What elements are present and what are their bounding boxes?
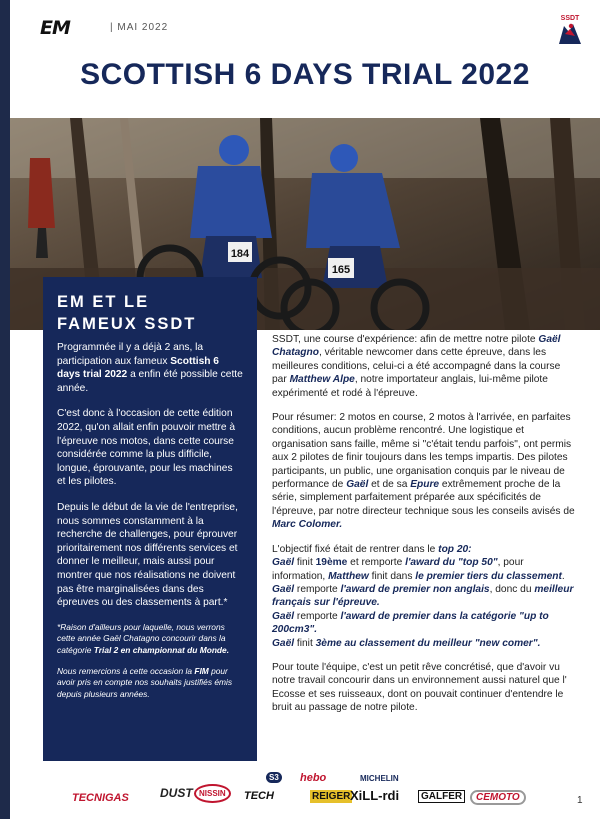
page-number: 1 (577, 795, 583, 806)
em-logo: EM (40, 17, 70, 39)
sidebar-paragraph-3: Depuis le début de la vie de l'entreprise, nous sommes constamment à la recherche de challenges, pour éprouver prioritairement nos différents services et donner le meilleur, mais aussi pour montrer que nos réalisations ne doivent pas être marginalisées dans des épreuves ou des classements à part.* (57, 501, 238, 609)
article-paragraph-4: Pour toute l'équipe, c'est un petit rêve concrétisé, que d'avoir vu notre travail concourir dans un environnement aussi naturel que l' Ecosse et ses ruisseaux, dont on pouvait continuer d'entendre le bruit au passage de notre pilote. (272, 661, 567, 714)
sidebar-heading: EM ET LE FAMEUX SSDT (57, 293, 197, 333)
main-article (272, 333, 577, 726)
header (40, 16, 585, 46)
sponsor-logos (72, 770, 552, 810)
sponsor-logo: S3 (266, 772, 282, 783)
page (10, 0, 600, 819)
article-paragraph-1: SSDT, une course d'expérience: afin de mettre notre pilote Gaël Chatagno, véritable newcomer dans cette épreuve, dans les meilleures conditions, celui-ci a été accompagné dans la course par Matthew Alpe, notre importateur anglais, lui-même pilote expérimenté et rodé à l'épreuve. (272, 334, 561, 399)
ssdt-logo-icon (555, 12, 585, 46)
article-paragraph-2: Pour résumer: 2 motos en course, 2 motos à l'arrivée, en parfaites conditions, aucun problème rencontré. Une logistique et organisation sans faille, même si "c'était tendu parfois", ont permis aux 2 pilotes de finir toujours dans les temps impartis. Des pilotes participants, un public, une organisation conquis par le niveau de performance de Gaël et de sa Epure extrêmement proche de la série, simplement parfaitement préparée aux spécificités de l'épreuve, par notre directeur technique sous les conseils avisés de Marc Colomer. (272, 412, 575, 531)
sidebar-paragraph-2: C'est donc à l'occasion de cette édition 2022, qu'on allait enfin pouvoir mettre à l'épreuve nos motos, dans cette course considérée comme la plus difficile, longue, éprouvante, pour les machines et les pilotes. (57, 408, 236, 488)
sponsor-logo: TECNIGAS (72, 792, 129, 804)
sponsor-logo: MICHELIN (360, 774, 399, 783)
sponsor-logo: GALFER (418, 790, 465, 803)
sponsor-logo: CEMOTO (470, 790, 526, 805)
article-results: L'objectif fixé était de rentrer dans le top 20: Gaël finit 19ème et remporte l'award du "top 50", pour information, Matthew finit dans le premier tiers du classement. Gaël remporte l'award de premier non anglais, donc du meilleur français sur l'épreuve. Gaël remporte l'award de premier dans la catégorie "up to 200cm3". Gaël finit 3ème au classement du meilleur "new comer". (272, 543, 574, 649)
sponsor-logo: XiLL-rdi (350, 788, 400, 803)
svg-text:SSDT: SSDT (560, 15, 580, 22)
sidebar-note-2: Nous remercions à cette occasion la FIM pour avoir pris en compte nos souhaits justifiés émis depuis plusieurs années. (57, 665, 233, 699)
plate-right: 165 (331, 264, 351, 276)
sponsor-logo: REIGER (312, 791, 351, 802)
sponsor-logo: hebo (300, 772, 327, 784)
sponsor-logo: TECH (244, 790, 274, 802)
sponsor-logo: NISSIN (194, 784, 231, 803)
sidebar-note-1: *Raison d'ailleurs pour laquelle, nous verrons cette année Gaël Chatagno concourir dans la catégorie Trial 2 en championnat du Monde. (57, 621, 230, 655)
page-title: SCOTTISH 6 DAYS TRIAL 2022 (80, 58, 530, 91)
sidebar-paragraph-1: Programmée il y a déjà 2 ans, la participation aux fameux Scottish 6 days trial 2022 a enfin été possible cette année. (57, 342, 243, 394)
issue-date: | MAI 2022 (110, 22, 169, 33)
sponsor-logo: DUST (160, 786, 193, 800)
plate-left: 184 (230, 248, 250, 260)
sidebar-box (43, 277, 257, 761)
